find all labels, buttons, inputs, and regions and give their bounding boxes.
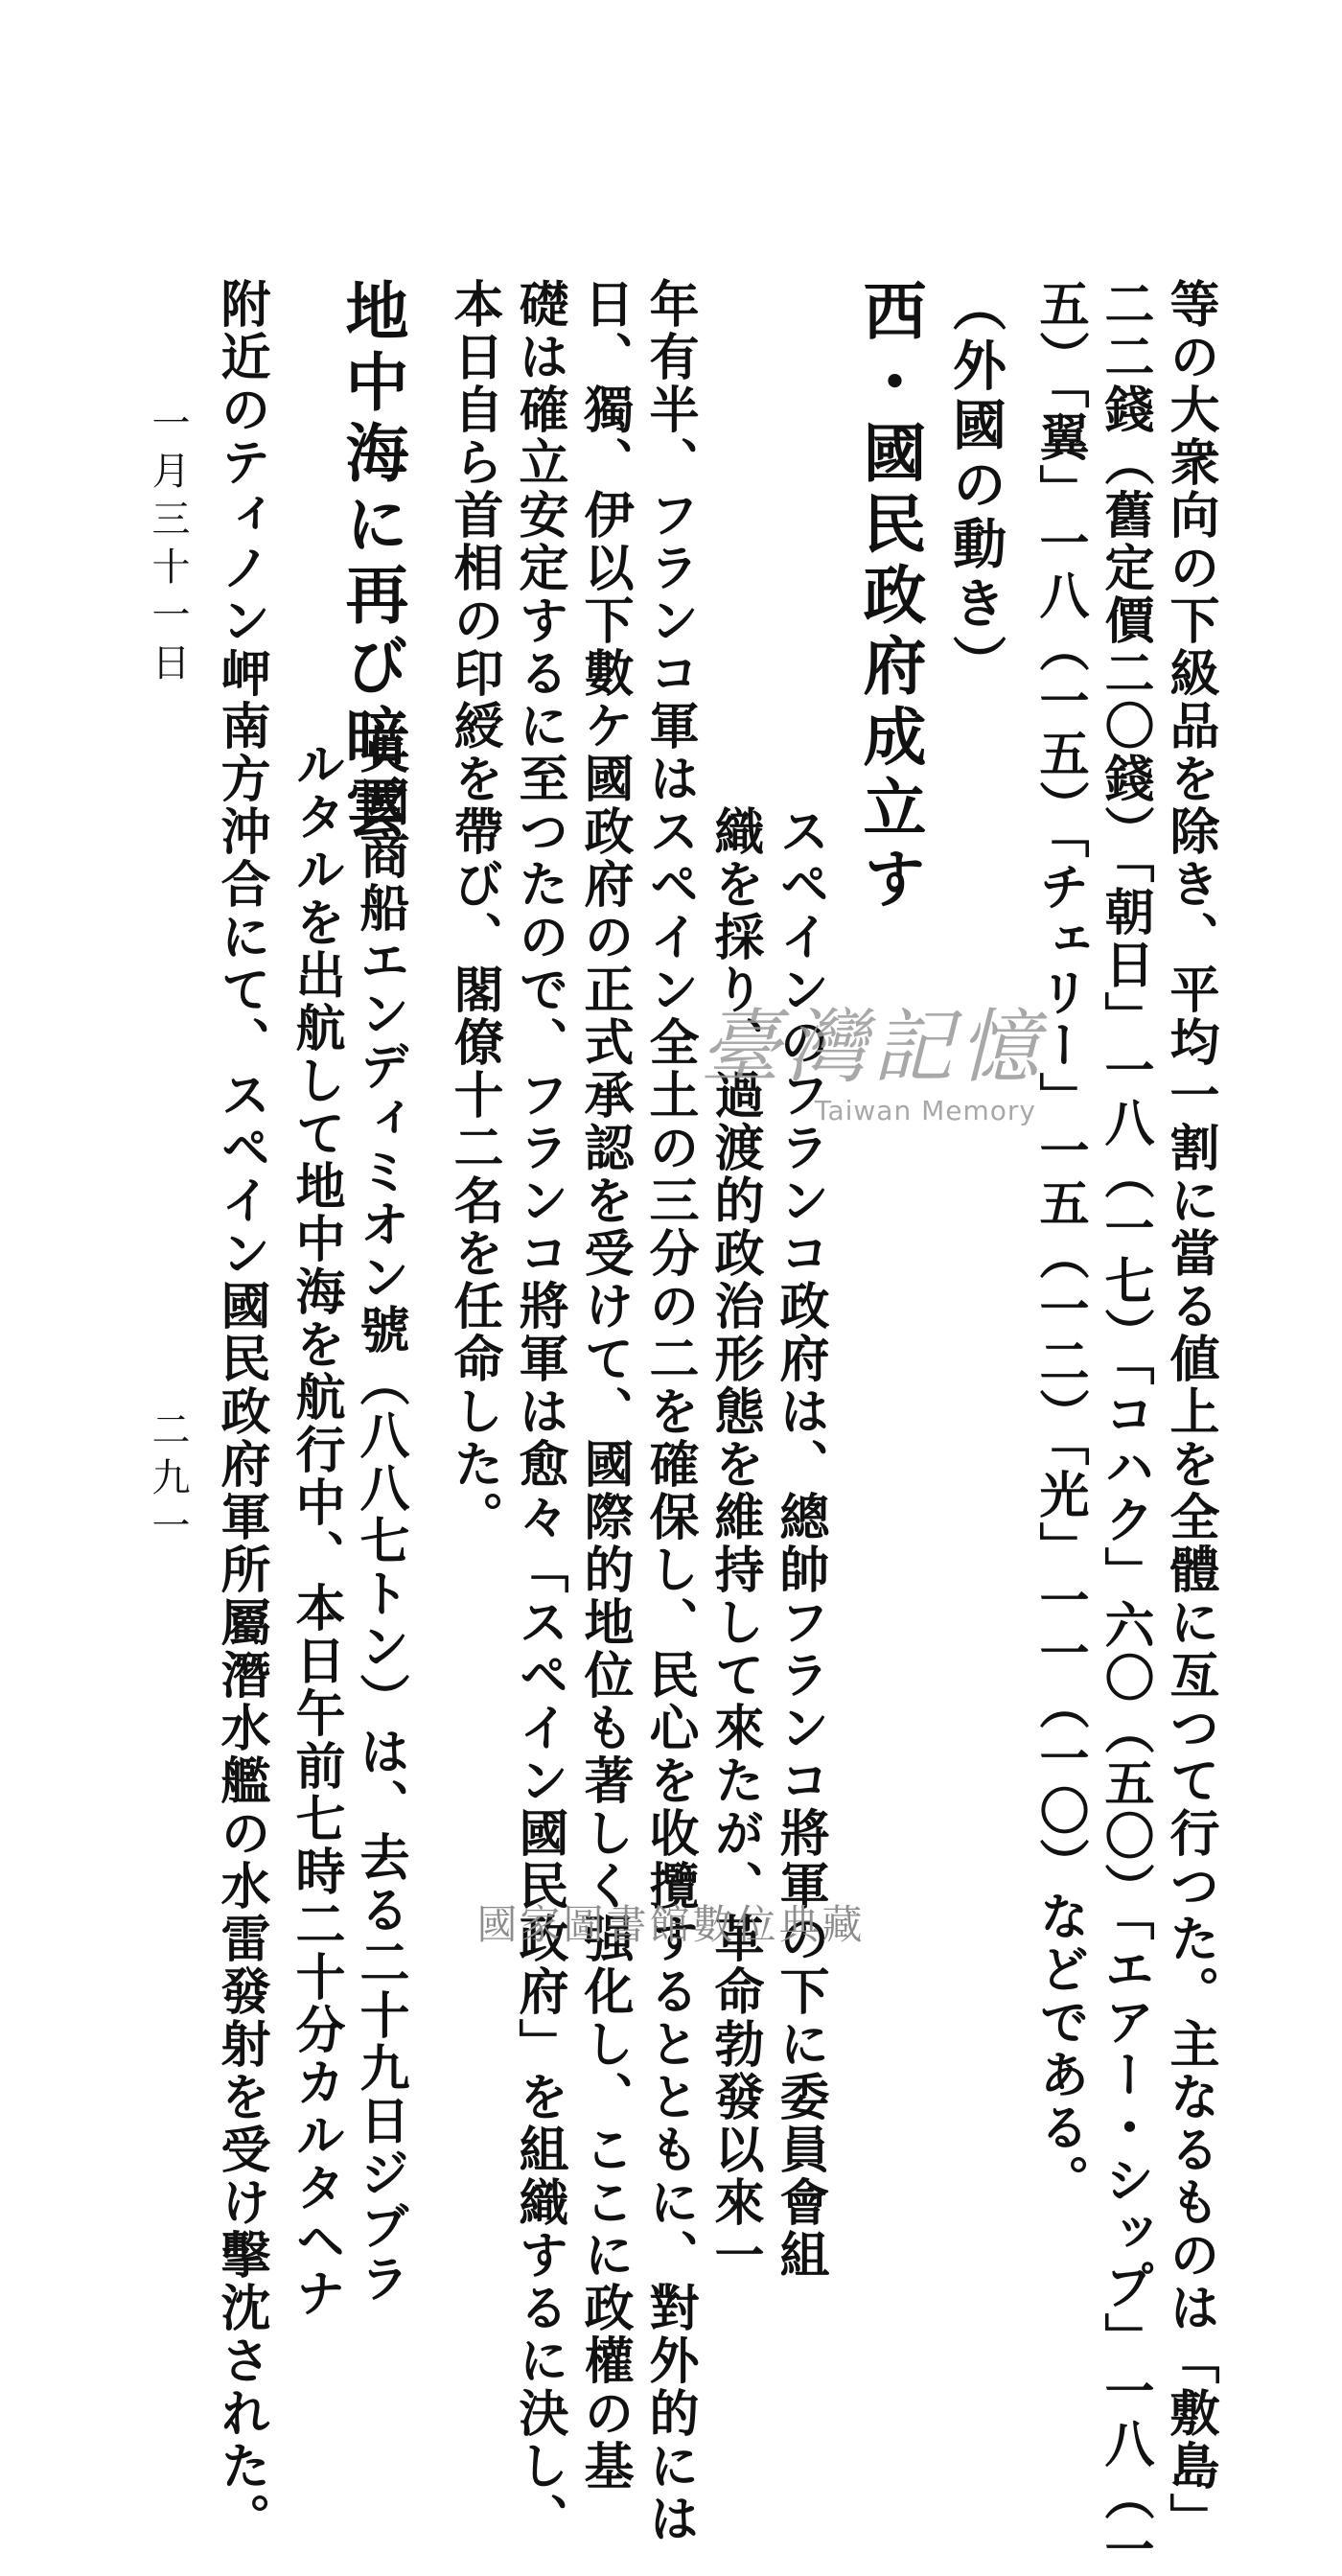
- article1-headline: 西・國民政府成立す: [852, 278, 927, 917]
- date-label: 一月三十一日: [146, 403, 190, 690]
- upper-column-2: 二二錢（舊定價二〇錢）「朝日」一八（一七）「コハク」六〇（五〇）「エアー・シップ」一八（一: [1096, 278, 1154, 2576]
- article2-headline: 地中海に再び暗雲: [335, 278, 409, 846]
- upper-column-1: 等の大衆向の下級品を除き、平均一割に當る値上を全體に亙つて行つた。主なるものは「敷島」: [1161, 278, 1219, 2545]
- article1-column-1: スペインのフランコ政府は、總帥フランコ將軍の下に委員會組: [771, 805, 829, 2282]
- article1-column-4: 日、獨、伊以下數ケ國政府の正式承認を受けて、國際的地位も著しく强化し、ここに政權の基: [575, 278, 634, 2493]
- footer-collection-label: 國家圖書館數位典藏: [476, 1901, 866, 1948]
- watermark-logo: [700, 1000, 1046, 1150]
- article2-column-2: ルタルを出航して地中海を航行中、本日午前七時二十分カルタヘナ: [287, 738, 345, 2320]
- article1-column-2: 織を採り、過渡的政治形態を維持して來たが、革命勃發以來一: [706, 805, 764, 2282]
- article2-column-1: 英國商船エンディミオン號（八八七トン）は、去る二十九日ジブラ: [351, 724, 409, 2306]
- section-header: （外國の動き）: [944, 278, 1007, 694]
- article2-column-3: 附近のティノン岬南方沖合にて、スペイン國民政府軍所屬潛水艦の水雷發射を受け擊沈された。: [212, 278, 270, 2545]
- upper-column-3: 五）「翼」一八（一五）「チェリー」一五（一二）「光」一一（一〇）などである。: [1030, 278, 1089, 2207]
- page-number: 二九一: [146, 1409, 190, 1553]
- article1-column-5: 礎は確立安定するに至つたので、フランコ將軍は愈々「スペイン國民政府」を組織するに決し、: [510, 278, 568, 2545]
- watermark-english: Taiwan Memory: [815, 1095, 1036, 1126]
- article1-column-3: 年有半、フランコ軍はスペイン全土の三分の二を確保し、民心を收攬するとともに、對外的には: [640, 278, 699, 2545]
- article1-column-6: 本日自ら首相の印綬を帶び、閣僚十二名を任命した。: [445, 278, 503, 1543]
- watermark-chinese: 臺灣記憶: [700, 1000, 1046, 1094]
